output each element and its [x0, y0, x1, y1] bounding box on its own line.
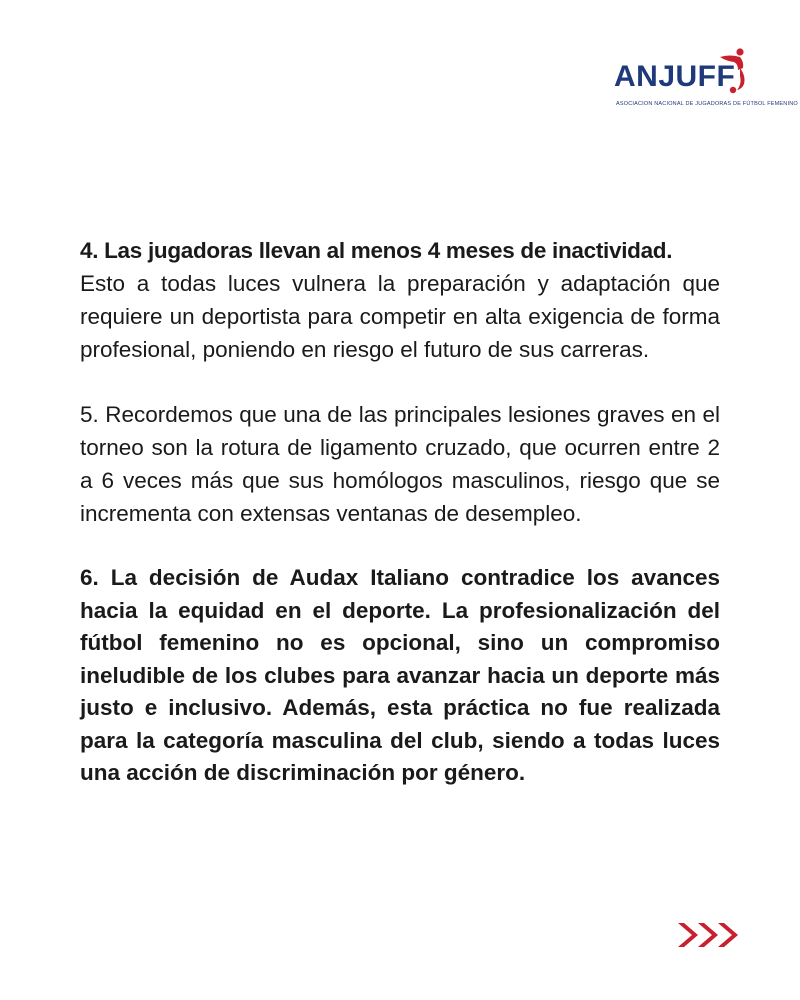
- next-arrows-icon[interactable]: [676, 917, 740, 953]
- logo-subtitle: ASOCIACION NACIONAL DE JUGADORAS DE FÚTBOL FEMENINO: [616, 101, 798, 107]
- paragraph-6: [80, 562, 720, 790]
- paragraph-4: [80, 234, 720, 366]
- paragraph-5-body: 5. Recordemos que una de las principales lesiones graves en el torneo son la rotura de ligamento cruzado, que ocurren entre 2 a 6 veces más que sus homólogos masculinos, riesgo que se incrementa con extensas ventanas de desempleo.: [80, 402, 720, 526]
- anjuff-logo-mark: [612, 40, 752, 100]
- paragraph-4-heading: 4. Las jugadoras llevan al menos 4 meses de inactividad.: [80, 238, 673, 263]
- paragraph-6-body: 6. La decisión de Audax Italiano contradice los avances hacia la equidad en el deporte. La profesionalización del fútbol femenino no es opcional, sino un compromiso ineludible de los clubes para avanzar hacia un deporte más justo e inclusivo. Además, esta práctica no fue realizada para la categoría masculina del club, siendo a todas luces una acción de discriminación por género.: [80, 565, 720, 785]
- document-body: [80, 234, 720, 822]
- paragraph-5: [80, 398, 720, 530]
- logo-wordmark: ANJUFF: [614, 60, 736, 93]
- anjuff-logo: [612, 40, 798, 115]
- paragraph-4-body: Esto a todas luces vulnera la preparación y adaptación que requiere un deportista para competir en alta exigencia de forma profesional, poniendo en riesgo el futuro de sus carreras.: [80, 271, 720, 362]
